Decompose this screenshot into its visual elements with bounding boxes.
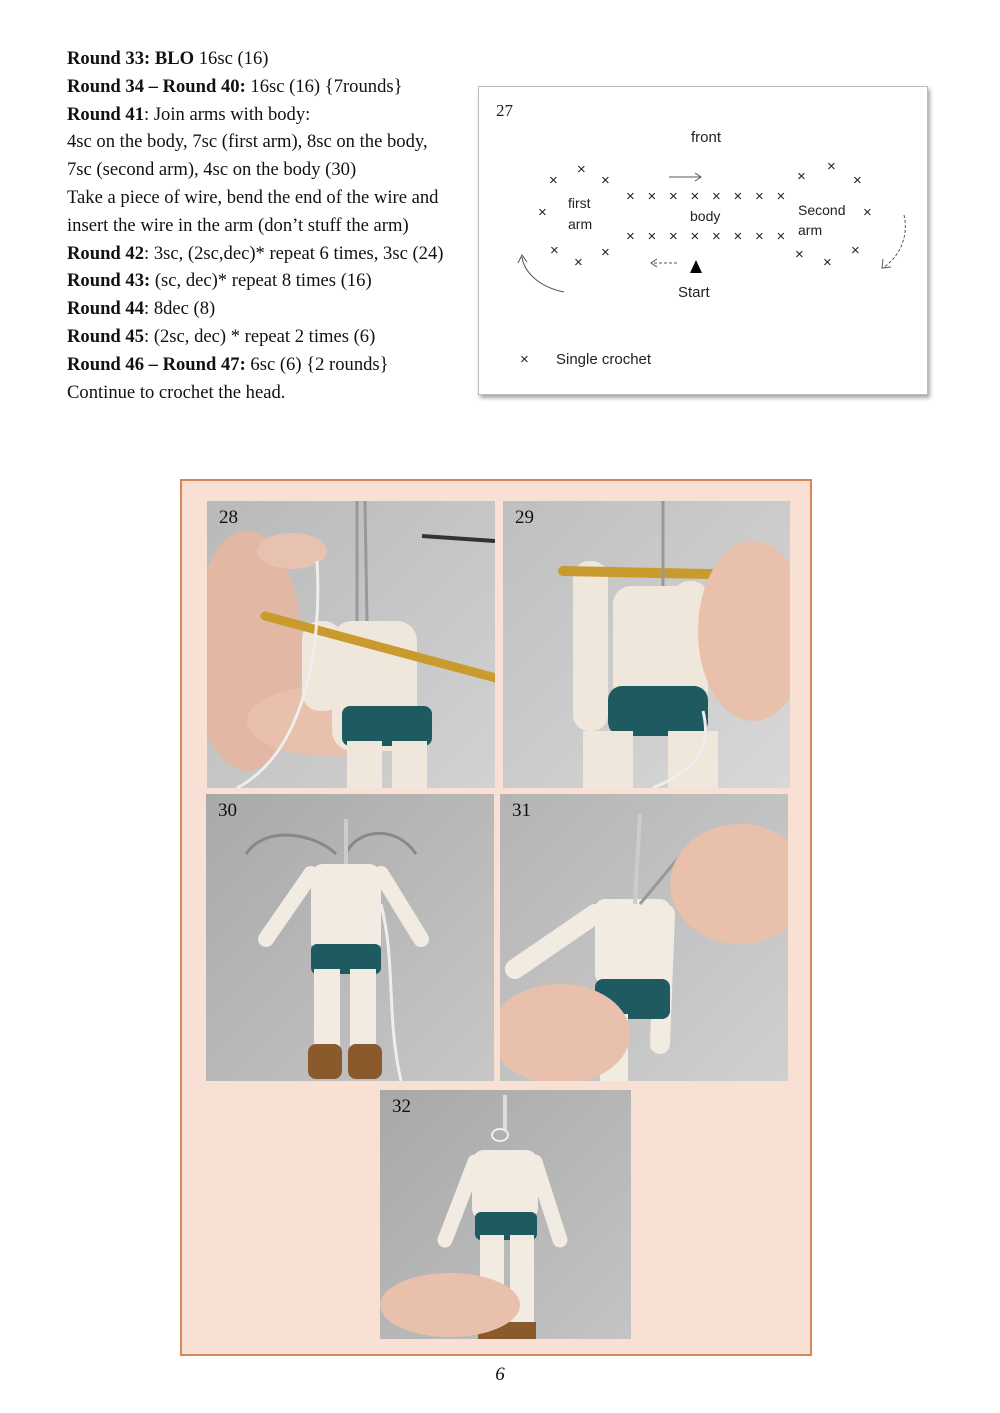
stitch-symbol-icon: × [690,228,700,245]
stitch-symbol-icon: × [549,172,558,189]
right-curve-arrow-icon [884,215,905,267]
round-label: Round 42 [67,242,144,264]
photo-32 [380,1090,631,1339]
instruction-line [67,184,447,240]
photo-number: 31 [512,800,531,821]
stitch-symbol-icon: × [863,204,872,221]
stitch-symbol-icon: × [538,204,547,221]
stitch-symbol-icon: × [712,188,721,205]
start-marker-icon [690,260,702,273]
stitch-symbol-icon: × [755,188,764,205]
instruction-line [67,379,447,407]
photo-30 [206,794,494,1081]
instruction-line [67,351,447,379]
stitch-symbol-icon: × [601,172,610,189]
photo-number: 32 [392,1096,411,1117]
instruction-line [67,295,447,323]
round-label: Round 34 – Round 40: [67,75,246,97]
stitch-symbol-icon: × [795,246,804,263]
round-label: Round 44 [67,298,144,320]
instruction-line [67,101,447,129]
second-arm-label-1: Second [798,202,846,218]
stitch-symbol-icon: × [574,254,583,271]
instruction-line [67,323,447,351]
round-label: Round 46 – Round 47: [67,353,246,375]
stitch-symbol-icon: × [776,228,786,245]
instruction-text: : (2sc, dec) * repeat 2 times (6) [144,325,376,347]
second-arm-label-2: arm [798,222,823,238]
photo-31 [500,794,788,1081]
first-arm-label-1: first [568,195,591,211]
stitch-symbol-icon: × [626,188,635,205]
round-label: Round 41 [67,103,144,125]
stitch-symbol-icon: × [647,188,657,205]
instruction-line [67,45,447,73]
crochet-hook-wire-photo-icon [207,501,495,788]
finished-body-photo-icon [380,1090,631,1339]
stitch-symbol-icon: × [733,228,743,245]
instruction-line [67,73,447,101]
stitch-symbol-icon: × [823,254,832,271]
instruction-text: 16sc (16) [194,48,269,69]
stitch-symbol-icon: × [601,244,610,261]
photo-28 [207,501,495,788]
stitch-diagram [478,86,928,395]
stitch-symbol-icon: × [797,168,806,185]
instruction-text: 4sc on the body, 7sc (first arm), 8sc on the body, 7sc (second arm), 4sc on the body (30) [67,131,428,181]
legend-label: Single crochet [556,351,652,368]
instruction-text: : Join arms with body: [144,103,311,125]
photo-number: 30 [218,800,237,821]
photo-29 [503,501,790,788]
legend-symbol: × [520,351,529,368]
instruction-line [67,267,447,295]
stitch-symbol-icon: × [827,158,836,175]
round-label: Round 43: [67,270,151,292]
inserting-wire-photo-icon [500,794,788,1081]
instruction-text: 6sc (6) {2 rounds} [245,353,389,375]
start-label: Start [678,284,710,301]
stitch-symbol-icon: × [626,228,635,245]
instruction-text: : 8dec (8) [144,298,216,320]
photo-panel [180,479,812,1356]
diagram-drawing [479,87,927,394]
instruction-text: (sc, dec)* repeat 8 times (16) [150,270,372,292]
stitch-symbol-icon: × [712,228,721,245]
stitch-symbol-icon: × [669,228,678,245]
instruction-line [67,128,447,184]
stitch-symbol-icon: × [851,242,860,259]
stitch-symbol-icon: × [669,188,678,205]
diagram-number: 27 [496,101,513,120]
instruction-text: 16sc (16) {7rounds} [245,75,403,97]
photo-number: 29 [515,507,534,528]
left-curve-arrow-icon [522,257,564,292]
body-label: body [690,208,721,224]
stitch-symbol-icon: × [853,172,862,189]
stitch-symbol-icon: × [550,242,559,259]
stitch-symbol-icon: × [690,188,700,205]
wire-in-arm-photo-icon [503,501,790,788]
instruction-text: : 3sc, (2sc,dec)* repeat 6 times, 3sc (24) [144,242,444,264]
doll-body-wires-photo-icon [206,794,494,1081]
stitch-symbol-icon: × [647,228,657,245]
stitch-symbol-icon: × [776,188,786,205]
round-label: Round 45 [67,325,144,347]
round-label: Round 33: BLO [67,48,195,69]
photo-number: 28 [219,507,238,528]
instruction-text: Continue to crochet the head. [67,381,286,403]
diagram-front-label: front [691,129,722,146]
page-number: 6 [495,1364,505,1385]
right-curve-arrowhead-icon [882,259,891,268]
pattern-instructions [67,45,447,406]
stitch-symbol-icon: × [755,228,764,245]
instruction-line [67,240,447,268]
instruction-text: Take a piece of wire, bend the end of the wire and insert the wire in the arm (don’t stuff the arm) [67,186,439,236]
first-arm-label-2: arm [568,216,593,232]
stitch-symbol-icon: × [577,161,586,178]
stitch-symbol-icon: × [733,188,743,205]
